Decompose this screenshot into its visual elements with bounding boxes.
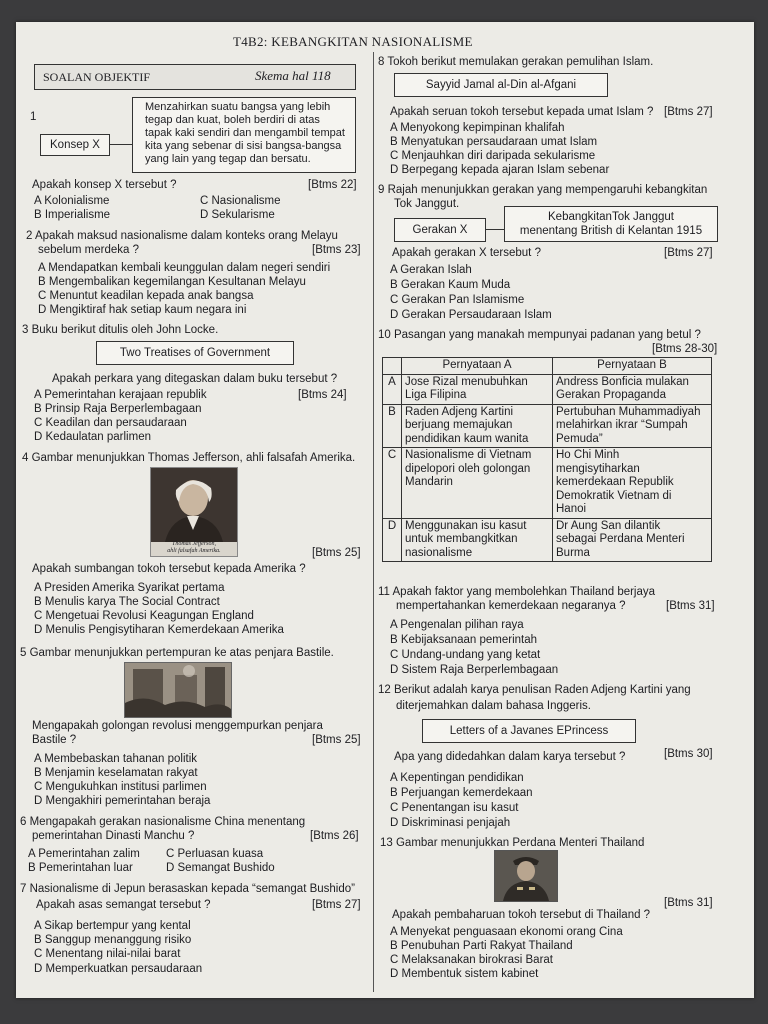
q1-desc-line: Menzahirkan suatu bangsa yang lebih	[145, 101, 331, 113]
q11-option-b: B Kebijaksanaan pemerintah	[390, 634, 538, 646]
q3-question: 3 Buku berikut ditulis oleh John Locke.	[22, 324, 219, 336]
row-b-statement: Pertubuhan Muhammadiyah melahirkan ikrar “Sumpah Pemuda”	[553, 404, 712, 448]
q3-btms: [Btms 24]	[298, 389, 347, 401]
q12-subquestion: Apa yang didedahkan dalam karya tersebut ?	[394, 751, 626, 763]
q9-option-b: B Gerakan Kaum Muda	[390, 279, 511, 291]
q2-btms: [Btms 23]	[312, 244, 361, 256]
q9-subquestion: Apakah gerakan X tersebut ?	[392, 247, 541, 259]
gerakan-x-box	[394, 218, 486, 242]
q6-question-cont: pemerintahan Dinasti Manchu ?	[32, 830, 195, 842]
row-label: A	[383, 374, 402, 404]
q11-question-cont: mempertahankan kemerdekaan negaranya ?	[396, 600, 626, 612]
worksheet-page	[16, 22, 754, 998]
q8-subquestion: Apakah seruan tokoh tersebut kepada umat Islam ?	[390, 106, 654, 118]
q9-option-d: D Gerakan Persaudaraan Islam	[390, 309, 552, 321]
row-a-statement: Jose Rizal menubuhkan Liga Filipina	[402, 374, 553, 404]
q7-btms: [Btms 27]	[312, 899, 361, 911]
q3-book-box	[96, 341, 294, 365]
q6-option-a: A Pemerintahan zalim	[28, 848, 140, 860]
q2-option-b: B Mengembalikan kegemilangan Kesultanan Melayu	[38, 276, 306, 288]
section-header-box	[34, 64, 356, 90]
q13-option-d: D Membentuk sistem kabinet	[390, 968, 539, 980]
page-title: T4B2: KEBANGKITAN NASIONALISME	[233, 34, 473, 49]
q13-option-b: B Penubuhan Parti Rakyat Thailand	[390, 940, 573, 952]
q13-subquestion: Apakah pembaharuan tokoh tersebut di Thailand ?	[392, 909, 651, 921]
q12-option-a: A Kepentingan pendidikan	[390, 772, 524, 784]
q8-tokoh-box	[394, 73, 608, 97]
row-a-statement: Nasionalisme di Vietnam dipelopori oleh golongan Mandarin	[402, 448, 553, 519]
table-row	[383, 448, 712, 519]
table-header-row	[383, 358, 712, 375]
q6-question: 6 Mengapakah gerakan nasionalisme China menentang	[20, 816, 306, 828]
q12-btms: [Btms 30]	[664, 748, 713, 760]
q9-btms: [Btms 27]	[664, 247, 713, 259]
row-a-statement: Menggunakan isu kasut untuk membangkitkan nasionalisme	[402, 518, 553, 562]
q1-desc-line: kita yang sebenar di sisi bangsa-bangsa	[145, 140, 342, 152]
q12-question-cont: diterjemahkan dalam bahasa Inggeris.	[396, 700, 591, 712]
q7-option-a: A Sikap bertempur yang kental	[34, 920, 191, 932]
q13-question: 13 Gambar menunjukkan Perdana Menteri Thailand	[380, 837, 645, 849]
q1-question: Apakah konsep X tersebut ?	[32, 179, 177, 191]
q1-option-a: A Kolonialisme	[34, 195, 110, 207]
q12-book-box	[422, 719, 636, 743]
tok-janggut-box	[504, 206, 718, 242]
q3-option-a: A Pemerintahan kerajaan republik	[34, 389, 207, 401]
q5-question: 5 Gambar menunjukkan pertempuran ke atas penjara Bastile.	[20, 647, 334, 659]
q1-description-box	[132, 97, 356, 173]
section-label: SOALAN OBJEKTIF	[43, 70, 151, 84]
q7-subquestion: Apakah asas semangat tersebut ?	[36, 899, 211, 911]
q11-question: 11 Apakah faktor yang membolehkan Thailand berjaya	[378, 586, 656, 598]
q10-btms: [Btms 28-30]	[652, 343, 718, 355]
q5-subquestion-cont: Bastile ?	[32, 734, 77, 746]
q7-option-c: C Menentang nilai-nilai barat	[34, 948, 181, 960]
q5-option-c: C Mengukuhkan institusi parlimen	[34, 781, 207, 793]
q6-option-c: C Perluasan kuasa	[166, 848, 264, 860]
q6-btms: [Btms 26]	[310, 830, 359, 842]
row-label: B	[383, 404, 402, 448]
row-a-statement: Raden Adjeng Kartini berjuang memajukan pendidikan kaum wanita	[402, 404, 553, 448]
q11-btms: [Btms 31]	[666, 600, 715, 612]
table-row	[383, 518, 712, 562]
header-pernyataan-a: Pernyataan A	[402, 358, 553, 375]
q4-option-b: B Menulis karya The Social Contract	[34, 596, 220, 608]
q3-option-d: D Kedaulatan parlimen	[34, 431, 151, 443]
q9-question-cont: Tok Janggut.	[394, 198, 460, 210]
tok-janggut-event-2: menentang British di Kelantan 1915	[519, 225, 703, 237]
q3-subquestion: Apakah perkara yang ditegaskan dalam buku tersebut ?	[52, 373, 338, 385]
connector-line	[110, 144, 132, 145]
konsep-box	[40, 134, 110, 156]
q9-option-a: A Gerakan Islah	[390, 264, 472, 276]
q11-option-c: C Undang-undang yang ketat	[390, 649, 541, 661]
q6-option-d: D Semangat Bushido	[166, 862, 275, 874]
q1-desc-line: tegap dan kuat, boleh berdiri di atas	[145, 114, 320, 126]
q4-question: 4 Gambar menunjukkan Thomas Jefferson, ahli falsafah Amerika.	[22, 452, 356, 464]
q6-option-b: B Pemerintahan luar	[28, 862, 133, 874]
q4-option-c: C Mengetuai Revolusi Keagungan England	[34, 610, 254, 622]
row-label: C	[383, 448, 402, 519]
q4-option-a: A Presiden Amerika Syarikat pertama	[34, 582, 225, 594]
q9-arrow-line	[486, 229, 504, 230]
q8-option-d: D Berpegang kepada ajaran Islam sebenar	[390, 164, 610, 176]
thai-prime-minister-photo	[494, 850, 558, 902]
q9-option-c: C Gerakan Pan Islamisme	[390, 294, 525, 306]
q2-option-d: D Mengiktiraf hak setiap kaum negara ini	[38, 304, 247, 316]
q5-option-d: D Mengakhiri pemerintahan beraja	[34, 795, 211, 807]
gerakan-x-label: Gerakan X	[412, 224, 468, 236]
q5-btms: [Btms 25]	[312, 734, 361, 746]
q11-option-d: D Sistem Raja Berperlembagaan	[390, 664, 559, 676]
q1-number: 1	[30, 111, 37, 123]
q12-option-d: D Diskriminasi penjajah	[390, 817, 511, 829]
table-row	[383, 404, 712, 448]
konsep-label: Konsep X	[50, 139, 100, 151]
q1-desc-line: yang lain yang tegap dan bersatu.	[145, 153, 311, 165]
q5-subquestion: Mengapakah golongan revolusi menggempurkan penjara	[32, 720, 323, 732]
q8-option-a: A Menyokong kepimpinan khalifah	[390, 122, 565, 134]
q12-question: 12 Berikut adalah karya penulisan Raden Adjeng Kartini yang	[378, 684, 691, 696]
q8-option-c: C Menjauhkan diri daripada sekularisme	[390, 150, 596, 162]
q13-btms: [Btms 31]	[664, 897, 713, 909]
q4-subquestion: Apakah sumbangan tokoh tersebut kepada Amerika ?	[32, 563, 306, 575]
q5-option-b: B Menjamin keselamatan rakyat	[34, 767, 198, 779]
tok-janggut-event-1: KebangkitanTok Janggut	[548, 211, 674, 223]
thomas-jefferson-portrait	[150, 467, 238, 557]
q2-option-a: A Mendapatkan kembali keunggulan dalam negeri sendiri	[38, 262, 331, 274]
q4-btms: [Btms 25]	[312, 547, 361, 559]
bastille-battle-image	[124, 662, 232, 718]
q1-option-c: C Nasionalisme	[200, 195, 281, 207]
q3-option-b: B Prinsip Raja Berperlembagaan	[34, 403, 202, 415]
portrait-caption-1: Thomas Jefferson,	[172, 541, 216, 547]
q2-option-c: C Menuntut keadilan kepada anak bangsa	[38, 290, 254, 302]
row-label: D	[383, 518, 402, 562]
q7-option-d: D Memperkuatkan persaudaraan	[34, 963, 203, 975]
q1-option-d: D Sekularisme	[200, 209, 275, 221]
q13-option-a: A Menyekat penguasaan ekonomi orang Cina	[390, 926, 623, 938]
q3-book-title: Two Treatises of Government	[119, 347, 271, 359]
column-divider	[373, 52, 374, 992]
q8-tokoh: Sayyid Jamal al-Din al-Afgani	[425, 79, 577, 91]
q8-question: 8 Tokoh berikut memulakan gerakan pemulihan Islam.	[378, 56, 654, 68]
q7-question: 7 Nasionalisme di Jepun berasaskan kepada “semangat Bushido”	[20, 883, 355, 895]
skema-reference: Skema hal 118	[255, 68, 331, 83]
q2-question: 2 Apakah maksud nasionalisme dalam konteks orang Melayu	[26, 230, 338, 242]
q12-option-c: C Penentangan isu kasut	[390, 802, 519, 814]
q10-question: 10 Pasangan yang manakah mempunyai padanan yang betul ?	[378, 329, 701, 341]
q1-option-b: B Imperialisme	[34, 209, 111, 221]
q4-option-d: D Menulis Pengisytiharan Kemerdekaan Amerika	[34, 624, 284, 636]
q13-option-c: C Melaksanakan birokrasi Barat	[390, 954, 553, 966]
portrait-caption-2: ahli falsafah Amerika.	[167, 548, 221, 554]
q12-book-title: Letters of a Javanes EPrincess	[449, 725, 609, 737]
q12-option-b: B Perjuangan kemerdekaan	[390, 787, 533, 799]
q3-option-c: C Keadilan dan persaudaraan	[34, 417, 187, 429]
q5-option-a: A Membebaskan tahanan politik	[34, 753, 198, 765]
q8-btms: [Btms 27]	[664, 106, 713, 118]
q11-option-a: A Pengenalan pilihan raya	[390, 619, 524, 631]
row-b-statement: Ho Chi Minh mengisytiharkan kemerdekaan Republik Demokratik Vietnam di Hanoi	[553, 448, 712, 519]
q10-pairs-table	[382, 357, 712, 562]
q7-option-b: B Sanggup menanggung risiko	[34, 934, 192, 946]
row-b-statement: Andress Bonficia mulakan Gerakan Propaganda	[553, 374, 712, 404]
header-pernyataan-b: Pernyataan B	[553, 358, 712, 375]
row-b-statement: Dr Aung San dilantik sebagai Perdana Menteri Burma	[553, 518, 712, 562]
q1-btms: [Btms 22]	[308, 179, 357, 191]
table-row	[383, 374, 712, 404]
q1-desc-line: tapak kaki sendiri dan mengambil tempat	[145, 127, 345, 139]
q9-question: 9 Rajah menunjukkan gerakan yang mempengaruhi kebangkitan	[378, 184, 708, 196]
q8-option-b: B Menyatukan persaudaraan umat Islam	[390, 136, 598, 148]
q2-question-cont: sebelum merdeka ?	[38, 244, 139, 256]
